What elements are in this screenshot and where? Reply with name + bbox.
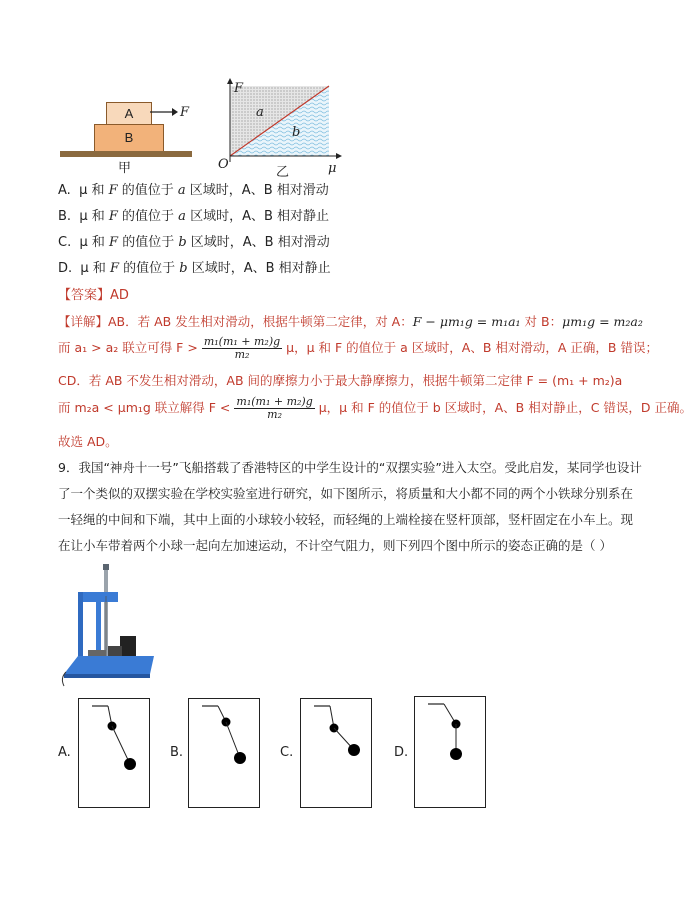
detail-line-2: 而 a₁ > a₂ 联立可得 F > $\frac{\text{m₁(m₁ + m₂)g}}{\text{m₂}}$ μ，μ 和 F 的值位于 a 区域时，A、B 相对滑动，A 正确，B 错误； — [58, 335, 658, 361]
detail-line-3: CD．若 AB 不发生相对滑动，AB 间的摩擦力小于最大静摩擦力，根据牛顿第二定律 F = (m₁ + m₂)a — [58, 373, 623, 388]
q9-line-2: 了一个类似的双摆实验在学校实验室进行研究，如下图所示，将质量和大小都不同的两个小铁球分别系在 — [58, 486, 634, 501]
q9-line-4: 在让小车带着两个小球一起向左加速运动，不计空气阻力，则下列四个图中所示的姿态正确的是（ ） — [58, 538, 612, 553]
option-b: B. μ 和 F 的值位于 a 区域时，A、B 相对静止 — [58, 209, 330, 224]
origin-label: O — [218, 157, 229, 172]
x-axis-label: μ — [328, 161, 337, 176]
choice-a-diagram — [78, 698, 150, 808]
region-a-label: a — [256, 105, 264, 120]
q9-line-3: 一轻绳的中间和下端，其中上面的小球较小较轻，而轻绳的上端栓接在竖杆顶部，竖杆固定在小车上。现 — [58, 512, 634, 527]
option-d: D. μ 和 F 的值位于 b 区域时，A、B 相对静止 — [58, 261, 331, 276]
force-arrow — [150, 106, 178, 118]
fraction-1: $\frac{\text{m₁(m₁ + m₂)g}}{\text{m₂}}$ — [203, 335, 281, 361]
choice-d-label: D. — [394, 745, 409, 760]
block-a: A — [106, 102, 152, 126]
choice-b-label: B. — [170, 745, 184, 760]
figure-jia — [58, 96, 198, 178]
choice-d-diagram — [414, 696, 486, 808]
choice-c-diagram — [300, 698, 372, 808]
force-label: F — [180, 105, 190, 120]
ground — [60, 151, 192, 157]
figure-yi — [214, 78, 354, 178]
block-b: B — [94, 124, 164, 152]
y-axis-label: F — [234, 81, 244, 96]
caption-yi: 乙 — [276, 165, 290, 180]
q9-line-1: 9．我国“神舟十一号”飞船搭载了香港特区的中学生设计的“双摆实验”进入太空。受此启发，某同学也设计 — [58, 460, 642, 475]
choice-b-diagram — [188, 698, 260, 808]
answer-label: 【答案】AD — [58, 288, 129, 303]
option-c: C. μ 和 F 的值位于 b 区域时，A、B 相对滑动 — [58, 235, 330, 250]
detail-line-4: 而 m₂a < μm₁g 联立解得 F < $\frac{\text{m₁(m₁ + m₂)g}}{\text{m₂}}$ μ，μ 和 F 的值位于 b 区域时，A、B 相对静止，C 错误，D 正确。 — [58, 395, 692, 421]
fraction-2: $\frac{\text{m₁(m₁ + m₂)g}}{\text{m₂}}$ — [236, 395, 313, 421]
choice-a-label: A. — [58, 745, 71, 760]
caption-jia: 甲 — [118, 161, 132, 176]
detail-line-1: 【详解】AB．若 AB 发生相对滑动，根据牛顿第二定律，对 A：F − μm₁g = m₁a₁ 对 B：μm₁g = m₂a₂ — [58, 314, 643, 329]
option-a: A. μ 和 F 的值位于 a 区域时，A、B 相对滑动 — [58, 183, 329, 198]
double-pendulum-apparatus — [58, 562, 158, 686]
region-b-label: b — [292, 125, 301, 140]
detail-line-5: 故选 AD。 — [58, 434, 118, 449]
choice-c-label: C. — [280, 745, 294, 760]
